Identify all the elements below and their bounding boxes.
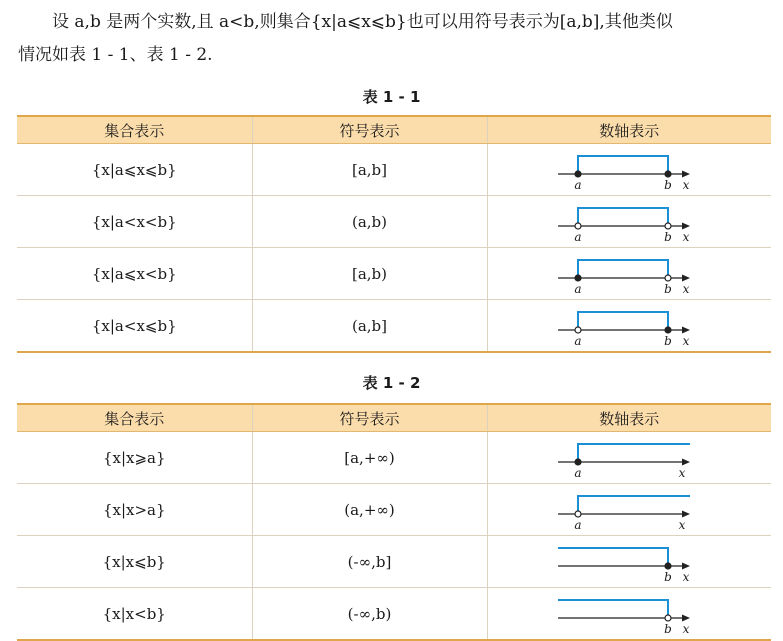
table-header-row [17,404,771,432]
axis-variable-label: x [678,517,686,532]
table-row [17,536,771,588]
closed-endpoint [575,275,581,281]
table-row [17,484,771,536]
table-1-caption: 表 1 - 1 [362,88,421,106]
set-cell: {x|x⩽b} [17,536,252,588]
number-line-diagram [554,592,704,636]
axis-arrow [682,326,690,333]
number-line-cell [487,536,771,588]
open-endpoint [665,275,671,281]
table-row [17,300,771,353]
closed-endpoint [665,563,671,569]
intro-line-2: 情况如表 1 - 1、表 1 - 2. [18,45,213,65]
interval-ray [578,496,690,512]
number-line-cell [487,484,771,536]
symbol-cell: (a,+∞) [252,484,487,536]
set-cell: {x|a⩽x⩽b} [91,160,177,179]
symbol-cell: (a,b] [252,300,487,353]
table-row [17,248,771,300]
interval-bracket [578,312,668,328]
number-line-diagram [554,436,704,480]
interval-table-1 [17,115,771,353]
symbol-cell: [a,+∞) [252,432,487,484]
axis-variable-label: x [682,229,690,244]
symbol-cell: (-∞,b) [252,588,487,641]
symbol-cell: [a,b) [252,248,487,300]
header-set-notation: 集合表示 [17,116,252,144]
endpoint-label-b: b [664,569,673,584]
number-line-cell [487,432,771,484]
axis-variable-label: x [678,465,686,480]
number-line-cell [487,588,771,641]
symbol-cell: (-∞,b] [252,536,487,588]
axis-variable-label: x [682,177,690,192]
endpoint-label-a: a [574,229,582,244]
interval-ray [578,444,690,460]
number-line-cell [487,300,771,353]
endpoint-label-b: b [664,621,673,636]
set-cell: {x|x>a} [17,484,252,536]
closed-endpoint [575,171,581,177]
endpoint-label-a: a [574,517,582,532]
interval-bracket [578,208,668,224]
axis-arrow [682,510,690,517]
number-line-diagram [554,200,704,244]
header-symbol-notation: 符号表示 [252,404,487,432]
axis-arrow [682,562,690,569]
axis-arrow [682,274,690,281]
axis-arrow [682,614,690,621]
number-line-diagram [554,304,704,348]
closed-endpoint [575,459,581,465]
number-line-diagram [554,540,704,584]
number-line-cell [487,144,771,196]
intro-line-1: 设 a,b 是两个实数,且 a<b,则集合{x|a⩽x⩽b}也可以用符号表示为[a,b],其他类似 [52,12,673,32]
closed-endpoint [665,327,671,333]
header-number-line: 数轴表示 [487,116,771,144]
set-cell: {x|a<x⩽b} [17,300,252,353]
endpoint-label-a: a [574,281,582,296]
number-line-cell [487,196,771,248]
intro-paragraph [18,6,778,72]
axis-arrow [682,170,690,177]
table-header-row [17,116,771,144]
endpoint-label-b: b [664,333,673,348]
open-endpoint [665,615,671,621]
endpoint-label-a: a [574,177,582,192]
interval-bracket [578,156,668,172]
set-cell: {x|x⩾a} [102,448,166,467]
interval-bracket [578,260,668,276]
set-cell: {x|a⩽x<b} [17,248,252,300]
closed-endpoint [665,171,671,177]
open-endpoint [575,223,581,229]
table-row [17,144,771,196]
table-2-caption: 表 1 - 2 [362,374,421,392]
endpoint-label-b: b [664,281,673,296]
number-line-diagram [554,488,704,532]
axis-variable-label: x [682,333,690,348]
header-symbol-notation: 符号表示 [252,116,487,144]
axis-variable-label: x [682,281,690,296]
axis-arrow [682,458,690,465]
symbol-cell: [a,b] [252,144,487,196]
axis-arrow [682,222,690,229]
axis-variable-label: x [682,621,690,636]
interval-ray [558,600,668,616]
endpoint-label-b: b [664,177,673,192]
axis-variable-label: x [682,569,690,584]
header-set-notation: 集合表示 [17,404,252,432]
open-endpoint [575,327,581,333]
number-line-diagram [554,148,704,192]
endpoint-label-a: a [574,465,582,480]
set-cell: {x|a<x<b} [17,196,252,248]
table-row [17,588,771,641]
table-row [17,196,771,248]
interval-table-2 [17,403,771,641]
open-endpoint [575,511,581,517]
interval-ray [558,548,668,564]
number-line-diagram [554,252,704,296]
symbol-cell: (a,b) [252,196,487,248]
header-number-line: 数轴表示 [487,404,771,432]
table-row [17,432,771,484]
number-line-cell [487,248,771,300]
endpoint-label-a: a [574,333,582,348]
set-cell: {x|x<b} [17,588,252,641]
open-endpoint [665,223,671,229]
endpoint-label-b: b [664,229,673,244]
